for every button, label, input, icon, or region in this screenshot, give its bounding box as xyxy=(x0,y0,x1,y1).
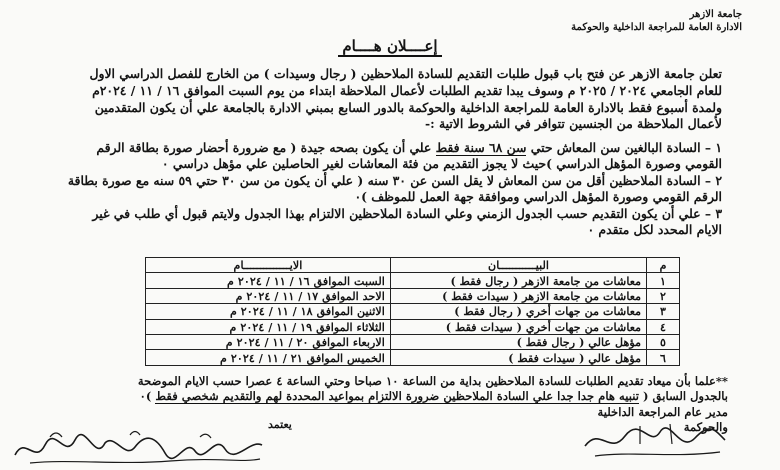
condition-1-cont: القومي وصورة المؤهل الدراسي )حيث لا يجوز التقديم من فئة المعاشات لغير الحاصلين علي مؤهل دراسي ٠ xyxy=(161,156,722,172)
col-header-number: م xyxy=(647,258,680,273)
note-line: **علما بأن ميعاد تقديم الطلبات للسادة الملاحظين بداية من الساعة ١٠ صباحا وحتي الساعة ٤ عصرا حسب الايام الموضحة xyxy=(137,374,728,388)
approval-label: يعتمد xyxy=(268,418,292,431)
col-header-description: البيـــــــــــان xyxy=(390,258,646,273)
condition-1: ١ – السادة البالغين سن المعاش حتي سن ٦٨ سنة فقط علي أن يكون بصحه جيدة ( مع ضرورة أحضار صورة بطاقة الرقم xyxy=(96,140,722,155)
department-name: الادارة العامة للمراجعة الداخلية والحوكمة xyxy=(571,22,742,33)
letterhead xyxy=(571,8,742,34)
handwritten-signature-left xyxy=(10,425,270,470)
table-row: ٤ معاشات من جهات أخري ( سيدات فقط ) الثلاثاء الموافق ١٩ / ١١ / ٢٠٢٤ م xyxy=(146,319,680,334)
conditions-list xyxy=(47,140,722,238)
announcement-title: إعــــلان هــــام xyxy=(0,37,780,55)
signatory-title: مدير عام المراجعة الداخلية xyxy=(597,404,728,419)
condition-3-cont: الايام المحدد لكل متقدم ٠ xyxy=(587,222,722,238)
table-row: ٥ مؤهل عالي ( رجال فقط ) الاربعاء الموافق ٢٠ / ١١ / ٢٠٢٤ م xyxy=(146,334,680,349)
table-row: ٣ معاشات من جهات أخري ( رجال فقط ) الاثنين الموافق ١٨ / ١١ / ٢٠٢٤ م xyxy=(146,304,680,319)
table-header-row xyxy=(146,258,680,273)
schedule-table xyxy=(145,257,680,366)
intro-line: للعام الجامعي ٢٠٢٤ / ٢٠٢٥ م وسوف يبدا تقديم الطلبات لأعمال الملاحظة ابتداء من يوم السبت الموافق ١٦ / ١١ / ٢٠٢٤م xyxy=(92,82,722,98)
signatory-title-cont: والحوكمة xyxy=(683,420,728,435)
university-name: جامعة الازهر xyxy=(689,9,742,20)
note-line: بالجدول السابق ( تنبيه هام جدا جدا علي السادة الملاحظين ضرورة الالتزام بمواعيد المحددة لهم والتقديم شخصي فقط )٠ xyxy=(139,389,728,404)
intro-line: تعلن جامعة الازهر عن فتح باب قبول طلبات التقديم للسادة الملاحظين ( رجال وسيدات ) من الخارج للفصل الدراسي الاول xyxy=(89,66,722,81)
intro-line: لأعمال الملاحظة من الجنسين تتوافر في الشروط الاتية :- xyxy=(424,116,722,132)
condition-3: ٣ – علي أن يكون التقديم حسب الجدول الزمني وعلي السادة الملاحظين الالتزام بهذا الجدول ولايتم قبول أي طلب في غير xyxy=(92,205,722,221)
condition-2-cont: الرقم القومي وصورة المؤهل الدراسي وموافقة جهة العمل للموظف )٠ xyxy=(354,189,722,205)
table-row: ١ معاشات من جامعة الازهر ( رجال فقط ) السبت الموافق ١٦ / ١١ / ٢٠٢٤ م xyxy=(146,273,680,288)
age-limit: سن ٦٨ سنة فقط xyxy=(435,140,527,155)
intro-paragraph xyxy=(52,66,722,133)
important-warning: تنبيه هام جدا جدا علي السادة الملاحظين ضرورة الالتزام بمواعيد المحددة لهم والتقديم شخصي فقط xyxy=(155,389,639,404)
col-header-days: الايــــــــــــــام xyxy=(146,258,391,273)
intro-line: ولمدة أسبوع فقط بالادارة العامة للمراجعة الداخلية والحوكمة بالدور السابع بمبني الادارة بالجامعة علي أن يكون المتقدمين xyxy=(94,99,722,115)
table-row: ٦ مؤهل عالي ( سيدات فقط ) الخميس الموافق ٢١ / ١١ / ٢٠٢٤ م xyxy=(146,350,680,365)
condition-2: ٢ – السادة الملاحظين أقل من سن المعاش لا يقل السن عن ٣٠ سنه ( علي أن يكون من سن ٣٠ حتي ٥٩ سنه مع صورة بطاقة xyxy=(67,172,722,188)
handwritten-signature-right xyxy=(580,418,730,463)
table-row: ٢ معاشات من جامعة الازهر ( سيدات فقط ) الاحد الموافق ١٧ / ١١ / ٢٠٢٤ م xyxy=(146,288,680,303)
